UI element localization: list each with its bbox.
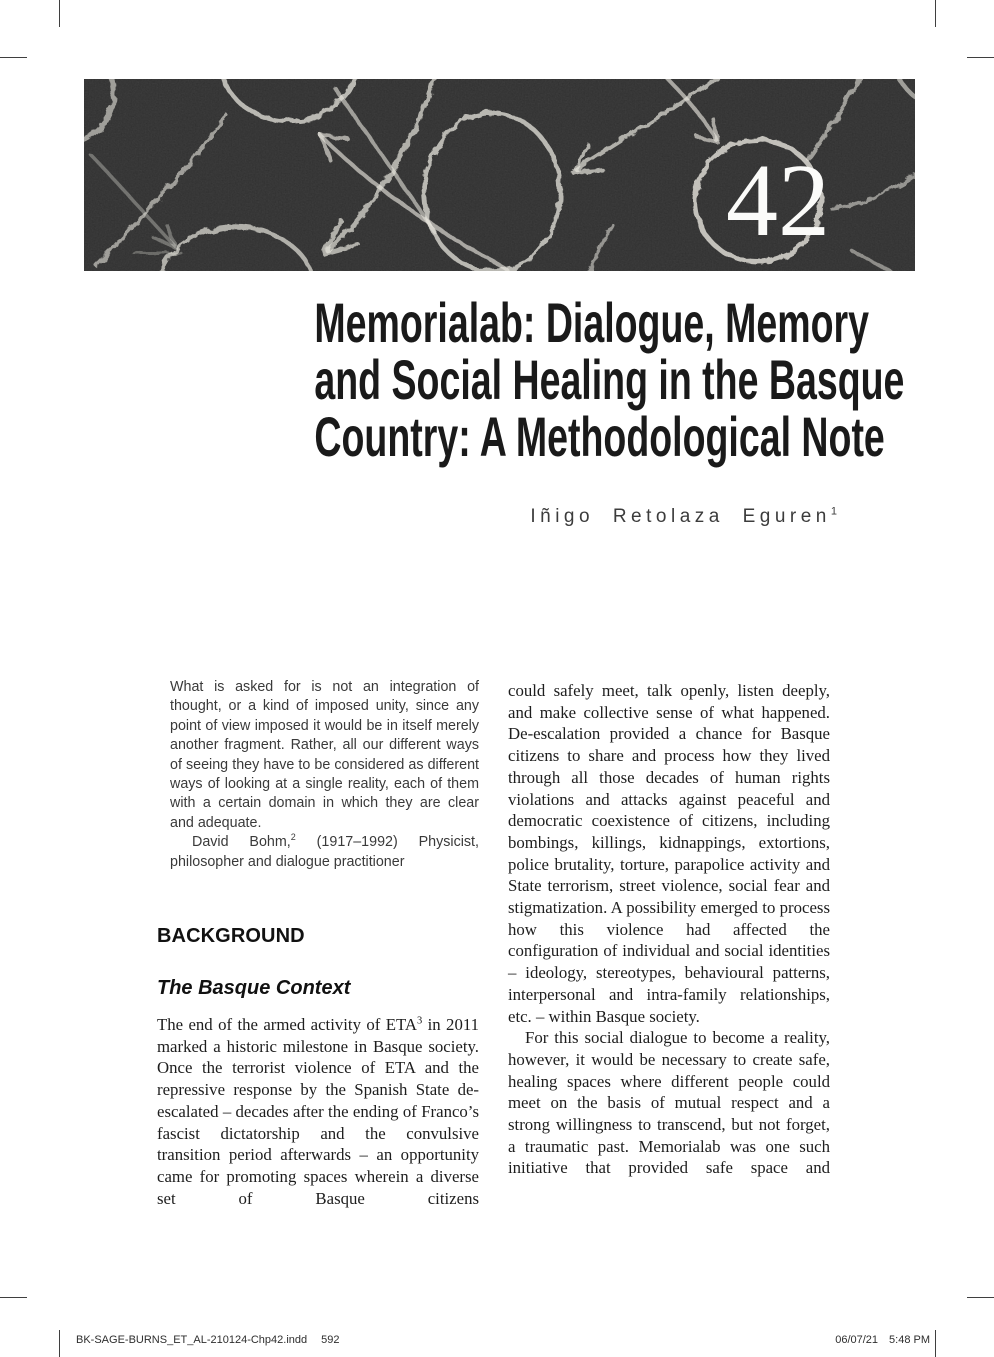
- epigraph-attribution: [170, 833, 479, 872]
- crop-mark-bottom-left-horizontal: [0, 1297, 27, 1298]
- chapter-title-line-1: Memorialab: Dialogue, Memory: [314, 291, 869, 354]
- footer-date: 06/07/21: [835, 1334, 879, 1346]
- body-paragraph-left-1-text: The end of the armed activity of ETA: [157, 1015, 417, 1035]
- author-footnote-marker: 1: [830, 505, 837, 518]
- chalk-drawing: [84, 79, 915, 271]
- background-heading: BACKGROUND: [157, 925, 305, 948]
- author-byline: [157, 506, 837, 528]
- chapter-title-line-2: and Social Healing in the Basque: [314, 348, 905, 411]
- subsection-heading-basque-context: The Basque Context: [157, 977, 351, 1000]
- epigraph: [170, 678, 479, 872]
- crop-mark-bottom-right-horizontal: [967, 1297, 994, 1298]
- footer-time: 5:48 PM: [889, 1334, 930, 1346]
- body-paragraph-left-1-continued: in 2011 marked a historic milestone in Basque society. Once the terrorist violence of ETA and the repressive response by the Spanish State de-escalated – decades after the ending of Franco’s fascist dictatorship and the convulsive transition period afterwards – an opportunity came for promoting spaces wherein a diverse set of Basque citizens: [157, 1015, 479, 1208]
- footer-right: [835, 1334, 930, 1346]
- crop-mark-top-left-horizontal: [0, 57, 27, 58]
- crop-mark-top-left-vertical: [59, 0, 60, 27]
- crop-mark-bottom-right-vertical: [935, 1330, 936, 1357]
- footer-left: [76, 1334, 339, 1346]
- chapter-header-image: [84, 79, 915, 271]
- epigraph-attribution-name: David Bohm,: [192, 834, 291, 851]
- author-name: Iñigo Retolaza Eguren: [530, 506, 831, 527]
- epigraph-quote: What is asked for is not an integration of thought, or a kind of imposed unity, since any point of view imposed it would be in itself merely another fragment. Rather, all our different ways of seeing they have to be considered as different ways of looking at a single reality, each of them with a certain domain in which they are clear and adequate.: [170, 679, 479, 831]
- footer-page-number: 592: [321, 1334, 340, 1346]
- body-paragraph-left-1: [157, 1014, 479, 1209]
- body-columns: [157, 678, 830, 1209]
- epigraph-attribution-rest: (1917–1992) Physicist, philosopher and dialogue practitioner: [170, 834, 479, 870]
- chapter-number: 42: [726, 143, 830, 258]
- body-paragraph-right-2: For this social dialogue to become a reality, however, it would be necessary to create safe, healing spaces where different people could meet on the basis of mutual respect and a strong willingness to transcend, but not forget, a traumatic past. Memorialab was one such initiative that provided safe space and: [508, 1028, 830, 1178]
- chapter-title-line-3: Country: A Methodological Note: [314, 405, 885, 468]
- chapter-title: [314, 291, 905, 468]
- footnote-marker-3: 3: [416, 1015, 423, 1027]
- body-paragraph-right-1: could safely meet, talk openly, listen deeply, and make collective sense of what happened. De-escalation provided a chance for Basque citizens to share and process how they lived through all those decades of human rights violations and attacks against peaceful and democratic coexistence of citizens, including bombings, killings, kidnappings, extortions, police brutality, torture, parapolice activity and State terrorism, street violence, social fear and stigmatization. A possibility emerged to process how this violence had affected the configuration of individual and social identities – ideology, stereotypes, behavioural patterns, interpersonal and intra-family relationships, etc. – within Basque society.: [508, 681, 830, 1026]
- production-footer: [76, 1334, 930, 1346]
- left-column: [157, 678, 479, 1209]
- right-column: [508, 678, 830, 1209]
- crop-mark-bottom-left-vertical: [59, 1330, 60, 1357]
- crop-mark-top-right-horizontal: [967, 57, 994, 58]
- crop-mark-top-right-vertical: [935, 0, 936, 27]
- footer-filename: BK-SAGE-BURNS_ET_AL-210124-Chp42.indd: [76, 1334, 308, 1346]
- epigraph-footnote-marker: 2: [290, 832, 296, 843]
